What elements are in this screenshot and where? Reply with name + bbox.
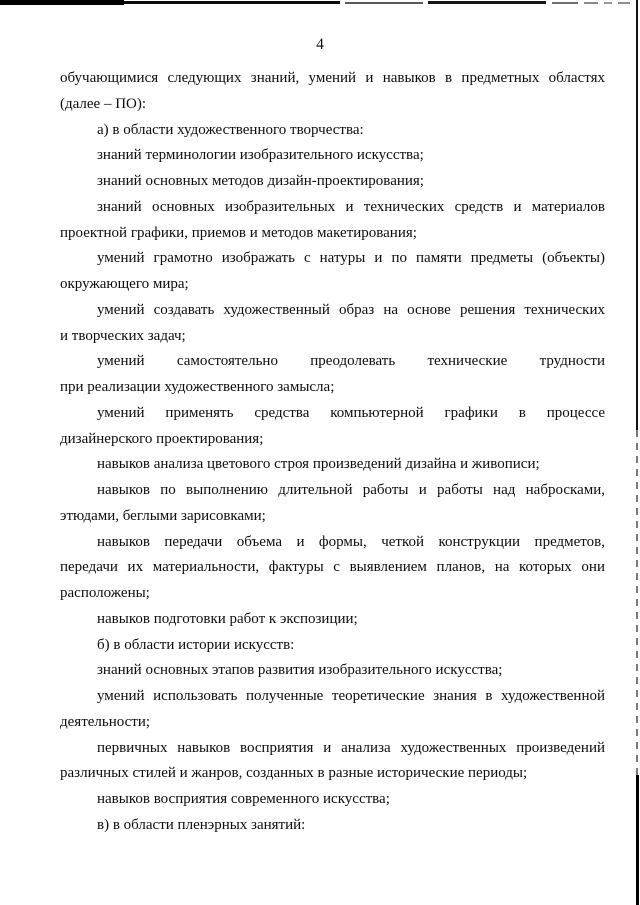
scan-edge-top-segment [552, 2, 578, 4]
text-line: в) в области пленэрных занятий: [97, 816, 306, 833]
text-line: и творческих задач; [60, 327, 186, 344]
scan-edge-top-segment [124, 1, 340, 4]
text-line: различных стилей и жанров, созданных в разные исторические периоды; [60, 765, 528, 782]
paragraph [60, 195, 605, 247]
paragraph [60, 66, 605, 118]
paragraph [60, 118, 605, 144]
paragraph [60, 658, 605, 684]
paragraph [60, 813, 605, 839]
text-line: знаний основных этапов развития изобразительного искусства; [97, 662, 503, 679]
text-line: этюдами, беглыми зарисовками; [60, 507, 266, 524]
paragraph [60, 607, 605, 633]
paragraph [60, 530, 605, 607]
paragraph [60, 633, 605, 659]
text-line: навыков подготовки работ к экспозиции; [97, 610, 358, 627]
text-line: при реализации художественного замысла; [60, 379, 335, 395]
text-line: навыков передачи объема и формы, четкой конструкции предметов, [97, 533, 605, 550]
scan-edge-top-segment [618, 2, 630, 4]
text-line: б) в области истории искусств: [97, 636, 295, 653]
paragraph [60, 246, 605, 298]
paragraph [60, 736, 605, 788]
paragraph [60, 452, 605, 478]
text-line: (далее – ПО): [60, 95, 147, 112]
text-line: умений создавать художественный образ на основе решения технических [97, 301, 605, 318]
text-line: окружающего мира; [60, 276, 189, 292]
text-line: навыков анализа цветового строя произведений дизайна и живописи; [97, 456, 540, 473]
text-line: расположены; [60, 585, 150, 601]
scan-edge-top-segment [584, 2, 598, 4]
text-line: передачи их материальности, фактуры с выявлением планов, на которых они [60, 559, 605, 576]
text-line: обучающимися следующих знаний, умений и навыков в предметных областях [60, 70, 605, 86]
text-line: умений самостоятельно преодолевать технические трудности [97, 353, 605, 370]
text-line: а) в области художественного творчества: [97, 121, 364, 138]
text-line: деятельности; [60, 713, 151, 730]
scan-edge-top-segment [0, 0, 124, 5]
scan-edge-right [636, 0, 638, 430]
paragraph [60, 349, 605, 401]
paragraph [60, 169, 605, 195]
text-line: умений грамотно изображать с натуры и по памяти предметы (объекты) [97, 250, 605, 267]
scan-edge-top-segment [345, 2, 423, 4]
text-line: первичных навыков восприятия и анализа художественных произведений [97, 739, 605, 756]
paragraph [60, 787, 605, 813]
text-line: умений использовать полученные теоретические знания в художественной [97, 688, 605, 704]
paragraph [60, 684, 605, 736]
text-line: знаний терминологии изобразительного искусства; [97, 147, 424, 164]
text-line: умений применять средства компьютерной графики в процессе [97, 404, 605, 421]
text-line: знаний основных изобразительных и технических средств и материалов [97, 198, 605, 215]
text-line: проектной графики, приемов и методов макетирования; [60, 224, 417, 241]
page-number: 4 [316, 36, 324, 53]
paragraph [60, 143, 605, 169]
paragraph [60, 298, 605, 350]
text-line: навыков по выполнению длительной работы и работы над набросками, [97, 482, 605, 498]
paragraph [60, 478, 605, 530]
text-line: знаний основных методов дизайн-проектирования; [97, 173, 424, 189]
scan-edge-right-dashed [636, 430, 638, 775]
text-line: дизайнерского проектирования; [60, 430, 264, 447]
scan-edge-top-segment [604, 2, 612, 4]
document-body [60, 66, 605, 839]
scan-edge-right-bottom [636, 775, 639, 905]
paragraph [60, 401, 605, 453]
text-line: навыков восприятия современного искусства; [97, 791, 390, 807]
scan-edge-top-segment [428, 1, 546, 4]
